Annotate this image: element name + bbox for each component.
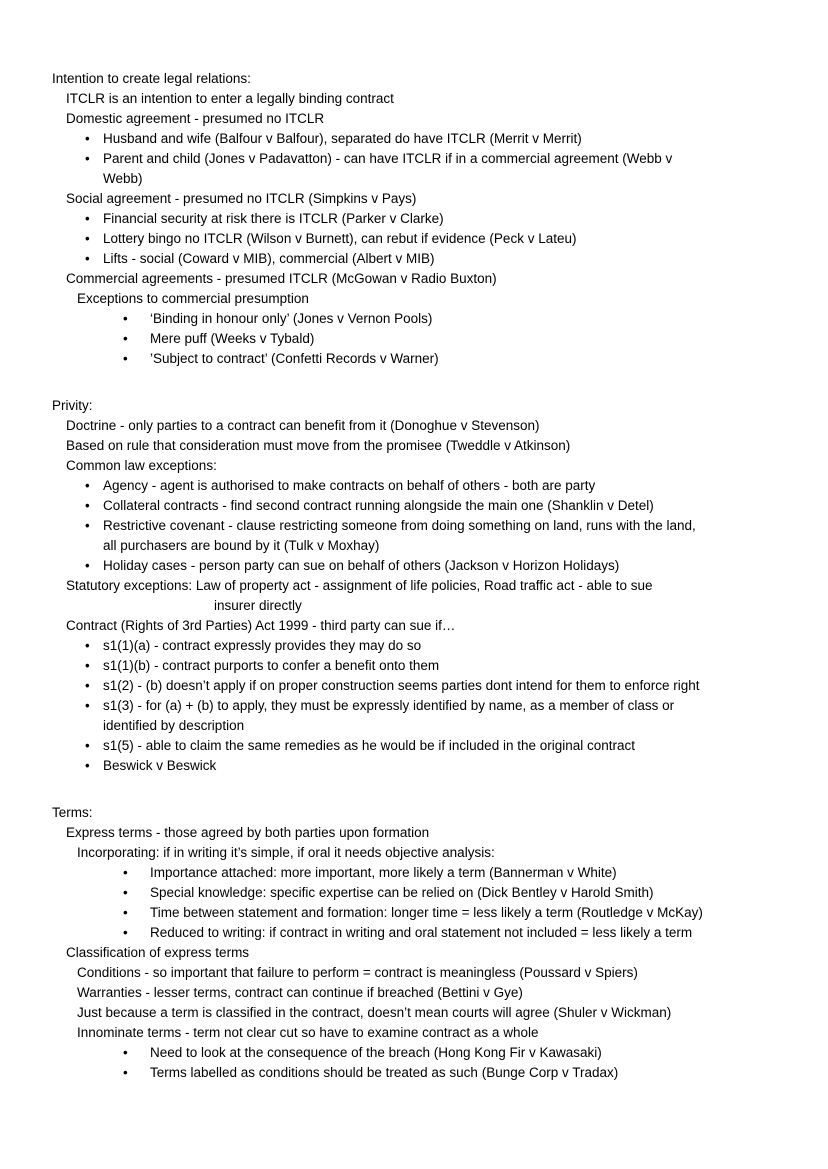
bullet-item xyxy=(52,329,808,349)
line-text: Common law exceptions: xyxy=(66,458,217,473)
bullet-item xyxy=(52,229,808,249)
bullet-item xyxy=(52,149,808,169)
bullet-marker: • xyxy=(123,905,128,920)
bullet-item xyxy=(52,496,808,516)
bullet-marker: • xyxy=(123,1065,128,1080)
bullet-marker: • xyxy=(85,698,90,713)
bullet-marker: • xyxy=(85,558,90,573)
line-text: Beswick v Beswick xyxy=(103,758,217,773)
bullet-marker: • xyxy=(85,498,90,513)
text-line xyxy=(66,616,808,636)
continuation-line xyxy=(103,716,808,736)
line-text: Restrictive covenant - clause restricting someone from doing something on land, runs with the land, xyxy=(103,518,696,533)
section-heading xyxy=(52,396,808,416)
text-line xyxy=(66,189,808,209)
line-text: Financial security at risk there is ITCLR (Parker v Clarke) xyxy=(103,211,444,226)
line-text: Just because a term is classified in the contract, doesn’t mean courts will agree (Shuler v Wickman) xyxy=(77,1005,672,1020)
line-text: Express terms - those agreed by both parties upon formation xyxy=(66,825,430,840)
bullet-marker: • xyxy=(123,351,128,366)
section-gap xyxy=(52,776,808,803)
bullet-item xyxy=(52,736,808,756)
line-text: Special knowledge: specific expertise can be relied on (Dick Bentley v Harold Smith) xyxy=(150,885,654,900)
bullet-item xyxy=(52,476,808,496)
text-line xyxy=(77,1003,808,1023)
line-text: Importance attached: more important, more likely a term (Bannerman v White) xyxy=(150,865,617,880)
line-text: Exceptions to commercial presumption xyxy=(77,291,309,306)
bullet-marker: • xyxy=(85,231,90,246)
bullet-item xyxy=(52,636,808,656)
text-line xyxy=(66,89,808,109)
line-text: insurer directly xyxy=(214,598,302,613)
bullet-item xyxy=(52,249,808,269)
bullet-item xyxy=(52,696,808,716)
section-heading xyxy=(52,803,808,823)
bullet-marker: • xyxy=(123,311,128,326)
bullet-item xyxy=(52,1063,808,1083)
line-text: ITCLR is an intention to enter a legally binding contract xyxy=(66,91,394,106)
bullet-marker: • xyxy=(85,478,90,493)
line-text: Lifts - social (Coward v MIB), commercial (Albert v MIB) xyxy=(103,251,435,266)
text-line xyxy=(77,963,808,983)
bullet-marker: • xyxy=(123,925,128,940)
line-text: s1(1)(a) - contract expressly provides they may do so xyxy=(103,638,422,653)
line-text: Domestic agreement - presumed no ITCLR xyxy=(66,111,325,126)
line-text: Time between statement and formation: longer time = less likely a term (Routledge v McKay) xyxy=(150,905,703,920)
bullet-item xyxy=(52,349,808,369)
line-text: Doctrine - only parties to a contract can benefit from it (Donoghue v Stevenson) xyxy=(66,418,540,433)
line-text: Collateral contracts - find second contract running alongside the main one (Shanklin v Detel) xyxy=(103,498,654,513)
bullet-marker: • xyxy=(85,678,90,693)
line-text: Webb) xyxy=(103,171,143,186)
line-text: ‘Binding in honour only’ (Jones v Vernon Pools) xyxy=(150,311,433,326)
bullet-item xyxy=(52,863,808,883)
text-line xyxy=(66,109,808,129)
bullet-marker: • xyxy=(85,758,90,773)
section-gap xyxy=(52,369,808,396)
line-text: Parent and child (Jones v Padavatton) - can have ITCLR if in a commercial agreement (Webb v xyxy=(103,151,673,166)
line-text: Intention to create legal relations: xyxy=(52,71,251,86)
bullet-marker: • xyxy=(85,211,90,226)
line-text: ’Subject to contract’ (Confetti Records v Warner) xyxy=(150,351,439,366)
bullet-item xyxy=(52,209,808,229)
bullet-marker: • xyxy=(123,331,128,346)
section-heading xyxy=(52,69,808,89)
continuation-line xyxy=(103,536,808,556)
bullet-item xyxy=(52,903,808,923)
bullet-item xyxy=(52,756,808,776)
line-text: Classification of express terms xyxy=(66,945,250,960)
bullet-marker: • xyxy=(123,885,128,900)
continuation-line xyxy=(103,169,808,189)
line-text: s1(5) - able to claim the same remedies as he would be if included in the original contract xyxy=(103,738,636,753)
text-line xyxy=(77,289,808,309)
text-line xyxy=(77,983,808,1003)
line-text: Mere puff (Weeks v Tybald) xyxy=(150,331,315,346)
bullet-item xyxy=(52,676,808,696)
bullet-item xyxy=(52,883,808,903)
line-text: Contract (Rights of 3rd Parties) Act 1999 - third party can sue if… xyxy=(66,618,456,633)
bullet-item xyxy=(52,556,808,576)
bullet-marker: • xyxy=(85,518,90,533)
text-line xyxy=(66,943,808,963)
bullet-marker: • xyxy=(85,151,90,166)
text-line xyxy=(66,576,808,596)
bullet-marker: • xyxy=(85,738,90,753)
line-text: Lottery bingo no ITCLR (Wilson v Burnett), can rebut if evidence (Peck v Lateu) xyxy=(103,231,577,246)
line-text: Reduced to writing: if contract in writing and oral statement not included = less likely a term xyxy=(150,925,693,940)
line-text: Terms: xyxy=(52,805,93,820)
line-text: Social agreement - presumed no ITCLR (Simpkins v Pays) xyxy=(66,191,417,206)
line-text: Warranties - lesser terms, contract can continue if breached (Bettini v Gye) xyxy=(77,985,523,1000)
bullet-marker: • xyxy=(123,865,128,880)
document-body xyxy=(52,69,808,1083)
line-text: Incorporating: if in writing it’s simple, if oral it needs objective analysis: xyxy=(77,845,495,860)
bullet-marker: • xyxy=(85,131,90,146)
line-text: Conditions - so important that failure to perform = contract is meaningless (Poussard v Spiers) xyxy=(77,965,638,980)
continuation-line xyxy=(214,596,808,616)
line-text: Privity: xyxy=(52,398,93,413)
text-line xyxy=(66,456,808,476)
text-line xyxy=(66,823,808,843)
line-text: Innominate terms - term not clear cut so have to examine contract as a whole xyxy=(77,1025,539,1040)
bullet-marker: • xyxy=(123,1045,128,1060)
line-text: Need to look at the consequence of the breach (Hong Kong Fir v Kawasaki) xyxy=(150,1045,602,1060)
bullet-marker: • xyxy=(85,251,90,266)
line-text: identified by description xyxy=(103,718,245,733)
line-text: s1(1)(b) - contract purports to confer a benefit onto them xyxy=(103,658,440,673)
line-text: Based on rule that consideration must move from the promisee (Tweddle v Atkinson) xyxy=(66,438,571,453)
line-text: s1(2) - (b) doesn’t apply if on proper construction seems parties dont intend for them to enforce right xyxy=(103,678,700,693)
line-text: Husband and wife (Balfour v Balfour), separated do have ITCLR (Merrit v Merrit) xyxy=(103,131,582,146)
bullet-item xyxy=(52,309,808,329)
bullet-item xyxy=(52,923,808,943)
line-text: all purchasers are bound by it (Tulk v Moxhay) xyxy=(103,538,380,553)
text-line xyxy=(77,1023,808,1043)
line-text: Statutory exceptions: Law of property act - assignment of life policies, Road traffic act - able to sue xyxy=(66,578,653,593)
bullet-item xyxy=(52,129,808,149)
bullet-item xyxy=(52,516,808,536)
line-text: Commercial agreements - presumed ITCLR (McGowan v Radio Buxton) xyxy=(66,271,497,286)
text-line xyxy=(66,416,808,436)
line-text: Agency - agent is authorised to make contracts on behalf of others - both are party xyxy=(103,478,596,493)
bullet-marker: • xyxy=(85,638,90,653)
bullet-item xyxy=(52,1043,808,1063)
line-text: Holiday cases - person party can sue on behalf of others (Jackson v Horizon Holidays) xyxy=(103,558,620,573)
text-line xyxy=(77,843,808,863)
bullet-item xyxy=(52,656,808,676)
text-line xyxy=(66,436,808,456)
line-text: Terms labelled as conditions should be treated as such (Bunge Corp v Tradax) xyxy=(150,1065,619,1080)
text-line xyxy=(66,269,808,289)
line-text: s1(3) - for (a) + (b) to apply, they must be expressly identified by name, as a member of class or xyxy=(103,698,675,713)
bullet-marker: • xyxy=(85,658,90,673)
